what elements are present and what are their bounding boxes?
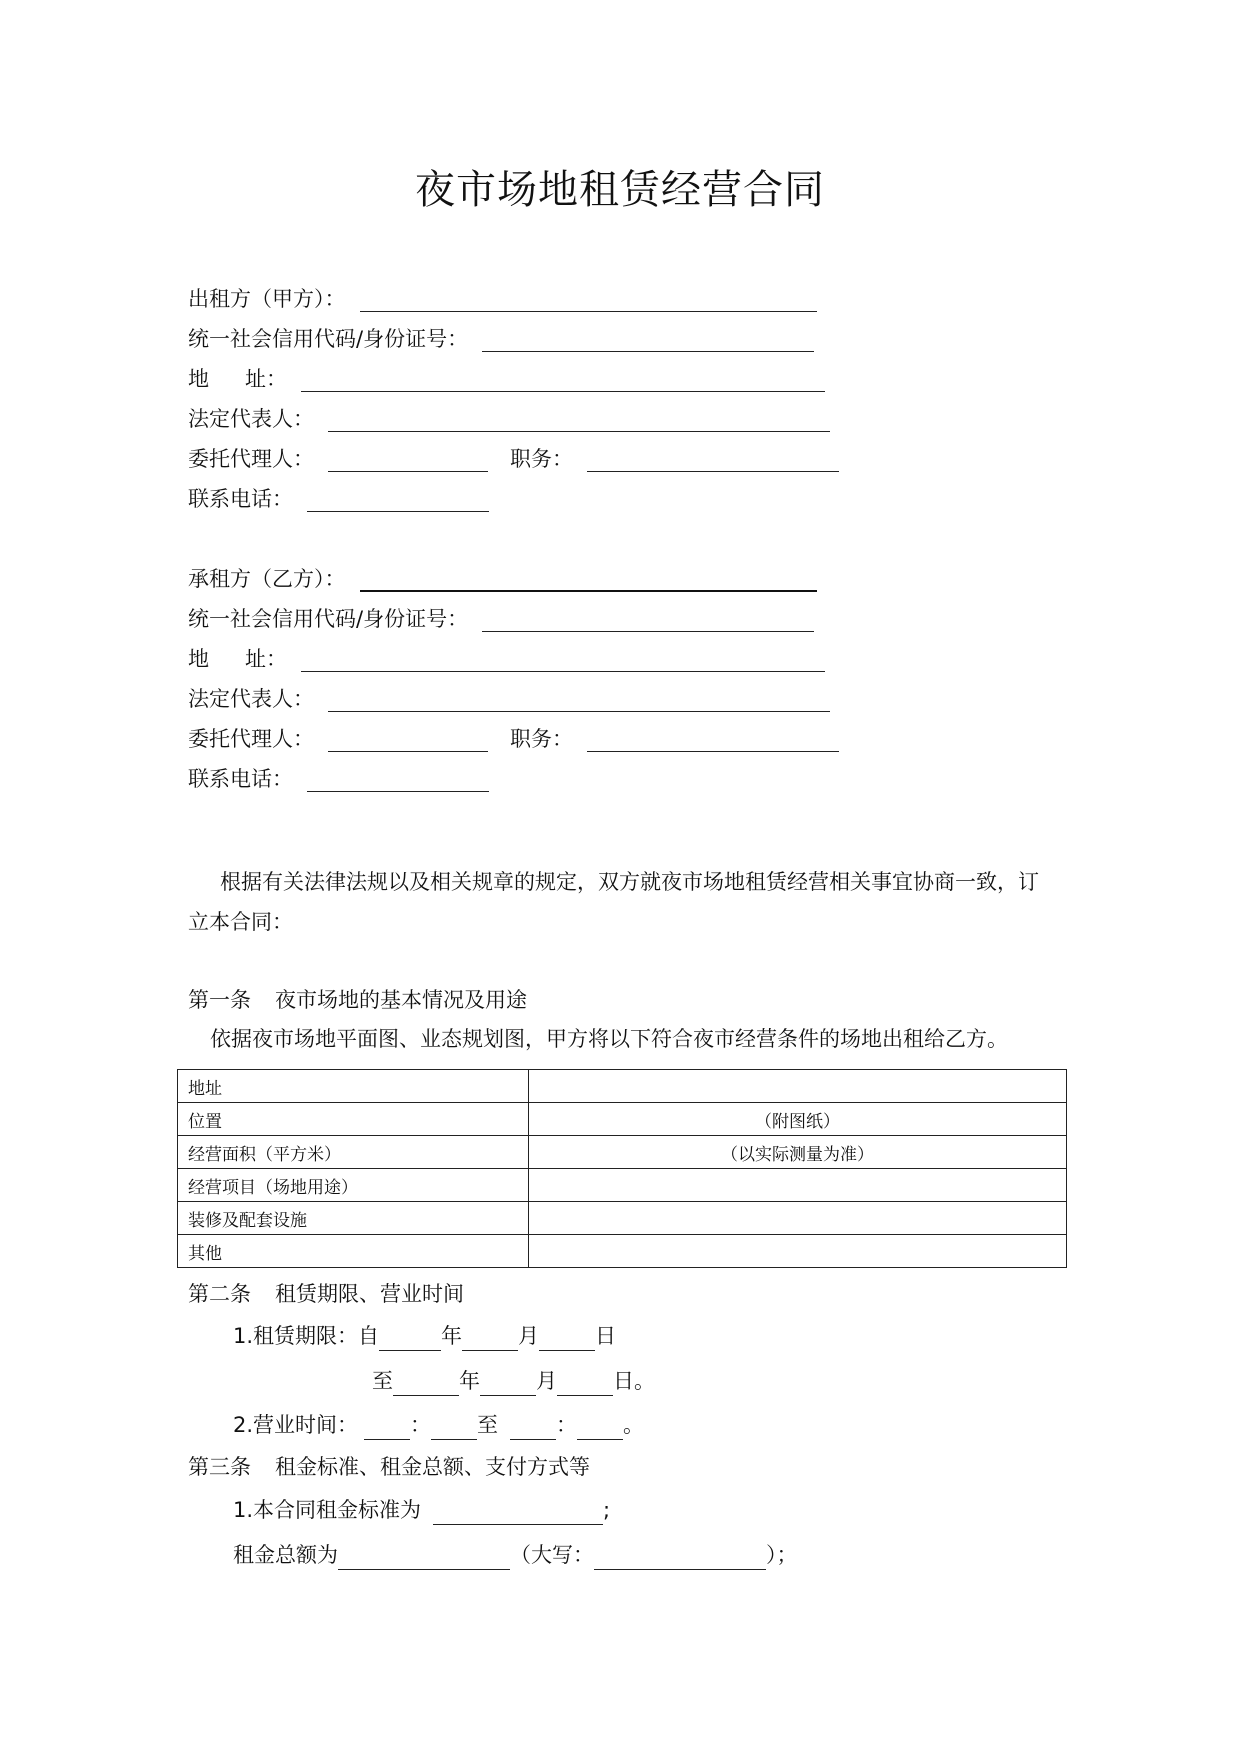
site-table-label-cell: 其他 — [178, 1235, 529, 1268]
start-colon: ： — [410, 1413, 432, 1437]
article-1-title: 夜市场地的基本情况及用途 — [275, 988, 527, 1012]
rent-standard-row — [233, 1495, 610, 1525]
rent-total-label: 租金总额为 — [233, 1543, 338, 1567]
site-table-value-cell[interactable] — [529, 1235, 1067, 1268]
site-table-row — [178, 1070, 1067, 1103]
article-3-title: 租金标准、租金总额、支付方式等 — [275, 1455, 590, 1479]
business-hours-row — [233, 1410, 644, 1440]
site-table-label-cell: 经营面积（平方米） — [178, 1136, 529, 1169]
party-b-phone-label: 联系电话： — [188, 767, 293, 791]
party-b-credit-field[interactable] — [482, 609, 814, 632]
lease-term-label: 1.租赁期限：自 — [233, 1324, 380, 1348]
site-table-row — [178, 1136, 1067, 1169]
party-a-agent-row — [188, 438, 839, 472]
rent-total-field[interactable] — [338, 1547, 510, 1570]
to-year-field[interactable] — [393, 1373, 459, 1396]
from-year-label: 年 — [441, 1324, 463, 1348]
preamble-paragraph — [188, 862, 1058, 942]
site-table-label-cell: 装修及配套设施 — [178, 1202, 529, 1235]
article-1-number: 第一条 — [188, 988, 251, 1012]
party-a-phone-field[interactable] — [307, 489, 489, 512]
party-a-legal-rep-label: 法定代表人： — [188, 407, 314, 431]
party-a-address-label-2: 址： — [245, 367, 287, 391]
hours-period: 。 — [623, 1413, 645, 1437]
party-b-name-field[interactable] — [360, 568, 817, 592]
site-table-value-cell[interactable]: （以实际测量为准） — [529, 1136, 1067, 1169]
site-table-label-cell: 经营项目（场地用途） — [178, 1169, 529, 1202]
party-b-name-label: 承租方（乙方）： — [188, 567, 346, 591]
rent-standard-field[interactable] — [433, 1502, 603, 1525]
party-b-position-label: 职务： — [510, 727, 573, 751]
party-a-name-field[interactable] — [360, 289, 817, 312]
party-b-legal-rep-row — [188, 678, 830, 712]
from-month-field[interactable] — [462, 1328, 518, 1351]
site-table-row — [178, 1169, 1067, 1202]
business-hours-label: 2.营业时间： — [233, 1413, 359, 1437]
hours-to-label: 至 — [477, 1413, 499, 1437]
start-hour-field[interactable] — [364, 1417, 410, 1440]
party-b-phone-row — [188, 758, 489, 792]
party-a-address-field[interactable] — [301, 369, 825, 392]
party-b-legal-rep-label: 法定代表人： — [188, 687, 314, 711]
article-3-number: 第三条 — [188, 1455, 251, 1479]
party-b-credit-row — [188, 598, 814, 632]
to-label: 至 — [372, 1369, 393, 1393]
party-b-address-label-2: 址： — [245, 647, 287, 671]
lease-term-to-row — [372, 1366, 655, 1396]
to-day-label: 日。 — [613, 1369, 655, 1393]
rent-capital-label: （大写： — [510, 1543, 594, 1567]
from-year-field[interactable] — [379, 1328, 441, 1351]
lease-term-from-row — [233, 1321, 616, 1351]
article-1-heading — [188, 985, 527, 1015]
rent-standard-label: 1.本合同租金标准为 — [233, 1498, 422, 1522]
article-2-number: 第二条 — [188, 1282, 251, 1306]
party-b-address-label-1: 地 — [188, 647, 209, 671]
document-title: 夜市场地租赁经营合同 — [415, 167, 825, 213]
party-a-name-label: 出租方（甲方）： — [188, 287, 346, 311]
party-b-agent-field[interactable] — [328, 729, 488, 752]
party-a-phone-label: 联系电话： — [188, 487, 293, 511]
from-day-label: 日 — [595, 1324, 617, 1348]
party-b-credit-label: 统一社会信用代码/身份证号： — [188, 607, 469, 631]
party-b-phone-field[interactable] — [307, 769, 489, 792]
site-table-row — [178, 1202, 1067, 1235]
party-a-agent-label: 委托代理人： — [188, 447, 314, 471]
article-3-heading — [188, 1452, 590, 1482]
rent-capital-end: ）； — [766, 1543, 798, 1567]
from-month-label: 月 — [518, 1324, 540, 1348]
to-month-field[interactable] — [480, 1373, 536, 1396]
party-b-agent-label: 委托代理人： — [188, 727, 314, 751]
preamble-text: 根据有关法律法规以及相关规章的规定，双方就夜市场地租赁经营相关事宜协商一致，订立本合同： — [188, 870, 1039, 934]
rent-standard-semicolon: ; — [603, 1498, 611, 1522]
party-b-agent-row — [188, 718, 839, 752]
site-table-value-cell[interactable]: （附图纸） — [529, 1103, 1067, 1136]
article-2-heading — [188, 1279, 464, 1309]
from-day-field[interactable] — [539, 1328, 595, 1351]
party-a-credit-row — [188, 318, 814, 352]
party-a-agent-field[interactable] — [328, 449, 488, 472]
party-a-legal-rep-field[interactable] — [328, 409, 830, 432]
site-table-value-cell[interactable] — [529, 1070, 1067, 1103]
party-a-position-field[interactable] — [587, 449, 839, 472]
party-b-address-field[interactable] — [301, 649, 825, 672]
article-2-title: 租赁期限、营业时间 — [275, 1282, 464, 1306]
party-a-phone-row — [188, 478, 489, 512]
party-a-name-row — [188, 278, 817, 312]
rent-capital-field[interactable] — [594, 1547, 766, 1570]
site-table-row — [178, 1235, 1067, 1268]
site-table-value-cell[interactable] — [529, 1202, 1067, 1235]
party-a-credit-field[interactable] — [482, 329, 814, 352]
site-table-row — [178, 1103, 1067, 1136]
party-a-address-row — [188, 358, 825, 392]
party-b-name-row — [188, 558, 817, 592]
rent-total-row — [233, 1540, 798, 1570]
to-month-label: 月 — [536, 1369, 557, 1393]
end-hour-field[interactable] — [510, 1417, 556, 1440]
site-info-table — [177, 1069, 1067, 1268]
article-1-intro: 依据夜市场地平面图、业态规划图，甲方将以下符合夜市经营条件的场地出租给乙方。 — [210, 1027, 1008, 1051]
party-a-position-label: 职务： — [510, 447, 573, 471]
to-year-label: 年 — [459, 1369, 480, 1393]
party-a-credit-label: 统一社会信用代码/身份证号： — [188, 327, 469, 351]
site-table-label-cell: 地址 — [178, 1070, 529, 1103]
end-minute-field[interactable] — [577, 1417, 623, 1440]
party-b-address-row — [188, 638, 825, 672]
site-table-value-cell[interactable] — [529, 1169, 1067, 1202]
to-day-field[interactable] — [557, 1373, 613, 1396]
start-minute-field[interactable] — [431, 1417, 477, 1440]
site-table-label-cell: 位置 — [178, 1103, 529, 1136]
end-colon: ： — [556, 1413, 578, 1437]
party-a-legal-rep-row — [188, 398, 830, 432]
party-b-legal-rep-field[interactable] — [328, 689, 830, 712]
party-a-address-label-1: 地 — [188, 367, 209, 391]
party-b-position-field[interactable] — [587, 729, 839, 752]
